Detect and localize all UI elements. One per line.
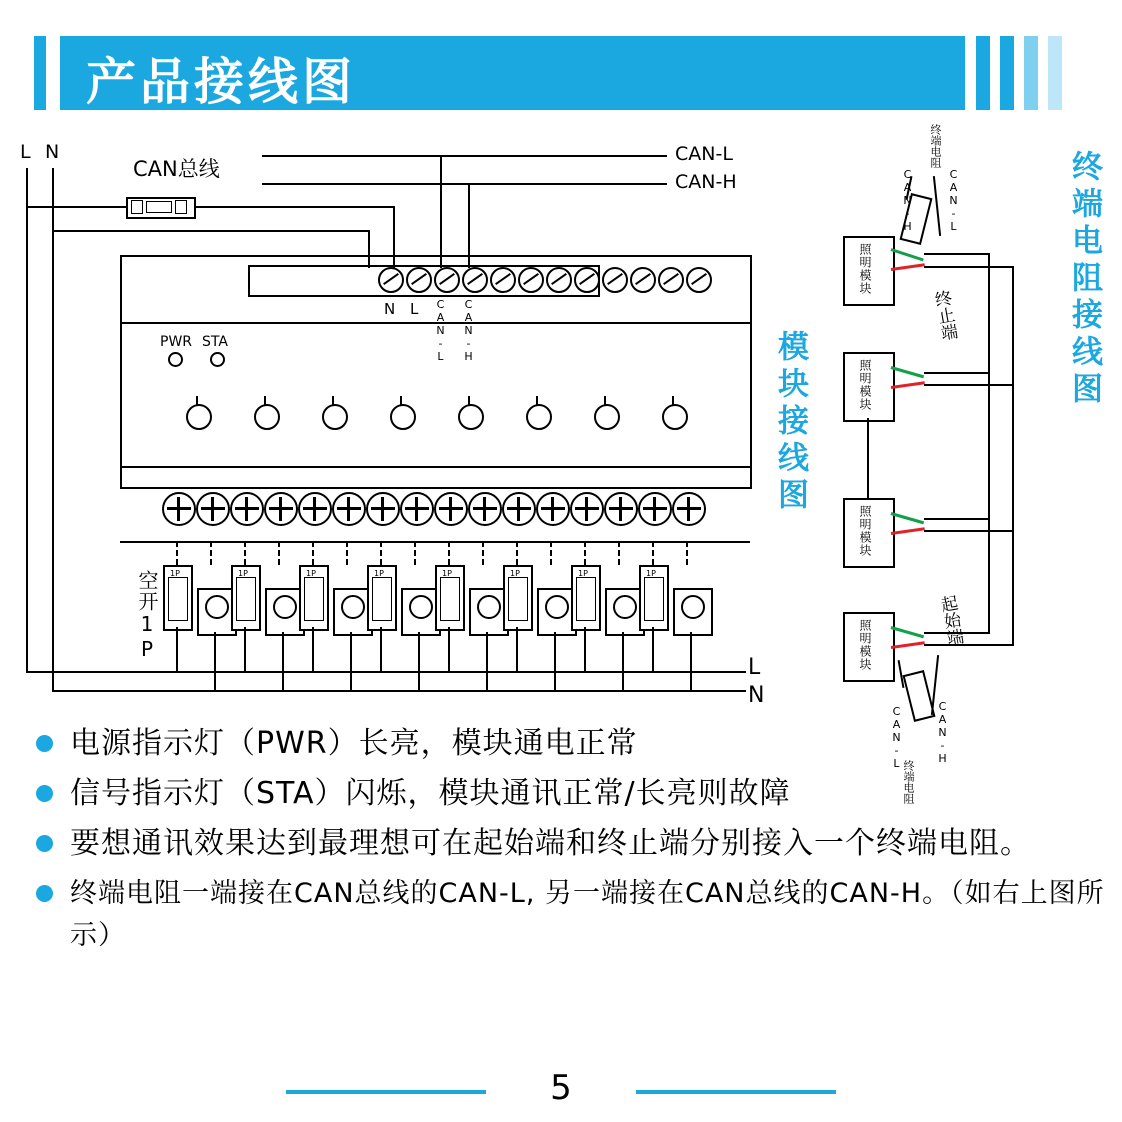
breaker-to-n bbox=[516, 627, 518, 673]
l-branch-to-fuse bbox=[26, 206, 126, 208]
page-header bbox=[0, 36, 1122, 110]
bullet-dot-icon bbox=[36, 835, 53, 852]
channel-button[interactable] bbox=[458, 404, 484, 430]
drop-line bbox=[652, 541, 654, 565]
breaker-to-n bbox=[176, 627, 178, 673]
terminal-screw[interactable] bbox=[686, 267, 712, 293]
terminal-screw[interactable] bbox=[378, 267, 404, 293]
can-bus-rail-inner bbox=[988, 253, 990, 634]
circuit-breaker bbox=[299, 565, 329, 631]
output-terminal[interactable] bbox=[604, 492, 638, 526]
lamp-icon bbox=[341, 595, 365, 619]
note-text: 终端电阻一端接在CAN总线的CAN-L, 另一端接在CAN总线的CAN-H。（如右上图所示） bbox=[70, 878, 1105, 951]
note-text: 电源指示灯（PWR）长亮，模块通电正常 bbox=[70, 726, 638, 761]
page-footer bbox=[0, 1068, 1122, 1114]
breaker-inner bbox=[236, 577, 256, 621]
resistor-lead bbox=[933, 176, 941, 236]
module-divider-2 bbox=[120, 466, 750, 468]
breaker-pole-label: 1P bbox=[306, 569, 316, 578]
bottom-label-l: L bbox=[748, 655, 761, 680]
terminal-screw[interactable] bbox=[546, 267, 572, 293]
output-terminal[interactable] bbox=[400, 492, 434, 526]
end-point-label: 终止端 bbox=[929, 288, 959, 343]
bus-line bbox=[924, 372, 990, 374]
lamp-icon bbox=[613, 595, 637, 619]
output-terminal[interactable] bbox=[366, 492, 400, 526]
lamp-to-n bbox=[282, 632, 284, 690]
lighting-module bbox=[843, 498, 895, 568]
channel-button[interactable] bbox=[526, 404, 552, 430]
bus-line bbox=[924, 384, 1014, 386]
sta-led bbox=[210, 352, 225, 367]
bus-line bbox=[924, 644, 1014, 646]
output-terminal[interactable] bbox=[332, 492, 366, 526]
header-stripe-4 bbox=[1048, 36, 1062, 110]
circuit-breaker bbox=[639, 565, 669, 631]
wire-red bbox=[891, 263, 925, 271]
breaker-to-n bbox=[244, 627, 246, 673]
channel-button[interactable] bbox=[594, 404, 620, 430]
drop-line bbox=[414, 541, 416, 565]
terminal-label-l: L bbox=[410, 300, 419, 318]
lighting-module bbox=[843, 352, 895, 422]
bottom-label-n: N bbox=[748, 683, 765, 708]
circuit-breaker bbox=[231, 565, 261, 631]
lamp-to-n bbox=[350, 632, 352, 690]
page-title: 产品接线图 bbox=[86, 53, 356, 111]
output-terminal[interactable] bbox=[298, 492, 332, 526]
l-branch-after-fuse bbox=[192, 206, 395, 208]
channel-button[interactable] bbox=[662, 404, 688, 430]
lighting-module bbox=[843, 612, 895, 682]
circuit-breaker bbox=[163, 565, 193, 631]
lamp-to-n bbox=[622, 632, 624, 690]
header-accent-bar bbox=[34, 36, 46, 110]
power-label-l: L bbox=[20, 141, 31, 163]
module-divider-3 bbox=[120, 541, 750, 543]
terminal-screw[interactable] bbox=[630, 267, 656, 293]
bus-line bbox=[924, 266, 1014, 268]
breaker-pole-label: 1P bbox=[374, 569, 384, 578]
header-stripe-3 bbox=[1024, 36, 1038, 110]
can-l-drop bbox=[440, 155, 442, 268]
output-terminal[interactable] bbox=[502, 492, 536, 526]
terminal-screw[interactable] bbox=[406, 267, 432, 293]
output-terminal[interactable] bbox=[638, 492, 672, 526]
breaker-to-n bbox=[380, 627, 382, 673]
breaker-inner bbox=[304, 577, 324, 621]
can-bus-label: CAN总线 bbox=[133, 157, 220, 181]
drop-line bbox=[346, 541, 348, 565]
start-point-label: 起始端 bbox=[935, 593, 965, 648]
lamp-icon bbox=[681, 595, 705, 619]
can-l-label-bottom: CAN-L bbox=[890, 705, 903, 770]
can-h-label-top: CAN-H bbox=[901, 168, 914, 233]
wire-green bbox=[891, 248, 924, 261]
breaker-to-n bbox=[448, 627, 450, 673]
circuit-breaker bbox=[367, 565, 397, 631]
inline-switch-left bbox=[131, 200, 143, 214]
terminal-screw[interactable] bbox=[574, 267, 600, 293]
drop-line bbox=[380, 541, 382, 565]
power-label-n: N bbox=[45, 141, 60, 163]
lamp-to-n bbox=[418, 632, 420, 690]
lamp-icon bbox=[205, 595, 229, 619]
drop-line bbox=[550, 541, 552, 565]
breaker-inner bbox=[508, 577, 528, 621]
note-item bbox=[20, 873, 1110, 957]
circuit-breaker bbox=[571, 565, 601, 631]
wire-green bbox=[891, 512, 925, 524]
can-l-label-top: CAN-L bbox=[947, 168, 960, 233]
can-h-label: CAN-H bbox=[675, 171, 737, 193]
note-item bbox=[20, 773, 1110, 815]
n-branch bbox=[52, 230, 370, 232]
breaker-inner bbox=[644, 577, 664, 621]
drop-line bbox=[618, 541, 620, 565]
lamp-to-n bbox=[214, 632, 216, 690]
breaker-to-n bbox=[312, 627, 314, 673]
terminal-label-can-h: CAN-H bbox=[462, 298, 475, 363]
output-terminal[interactable] bbox=[230, 492, 264, 526]
wire-red bbox=[891, 641, 925, 649]
inline-switch-right bbox=[175, 200, 187, 214]
circuit-breaker bbox=[435, 565, 465, 631]
breaker-inner bbox=[372, 577, 392, 621]
note-item bbox=[20, 723, 1110, 765]
drop-line bbox=[448, 541, 450, 565]
bus-line bbox=[924, 530, 1014, 532]
lamp-icon bbox=[545, 595, 569, 619]
wire-red bbox=[891, 381, 925, 389]
drop-line bbox=[584, 541, 586, 565]
header-stripe-2 bbox=[1000, 36, 1014, 110]
output-terminal[interactable] bbox=[264, 492, 298, 526]
drop-line bbox=[312, 541, 314, 565]
drop-line bbox=[244, 541, 246, 565]
header-stripe-1 bbox=[976, 36, 990, 110]
terminal-screw[interactable] bbox=[658, 267, 684, 293]
output-terminal[interactable] bbox=[196, 492, 230, 526]
terminal-screw[interactable] bbox=[434, 267, 460, 293]
breaker-pole-label: 1P bbox=[578, 569, 588, 578]
lighting-module-label: 照明模块 bbox=[858, 505, 872, 557]
can-l-label: CAN-L bbox=[675, 143, 733, 165]
bullet-dot-icon bbox=[36, 785, 53, 802]
terminal-screw[interactable] bbox=[490, 267, 516, 293]
can-h-line bbox=[262, 183, 667, 185]
lamp-icon bbox=[273, 595, 297, 619]
output-terminal[interactable] bbox=[162, 492, 196, 526]
drop-line bbox=[686, 541, 688, 565]
breaker-pole-label: 1P bbox=[646, 569, 656, 578]
wire-red bbox=[891, 527, 925, 535]
resistor-label-top: 终端电阻 bbox=[929, 124, 942, 168]
note-text: 要想通讯效果达到最理想可在起始端和终止端分别接入一个终端电阻。 bbox=[70, 826, 1031, 861]
lamp-to-n bbox=[554, 632, 556, 690]
output-terminal[interactable] bbox=[434, 492, 468, 526]
breaker-inner bbox=[168, 577, 188, 621]
note-text: 信号指示灯（STA）闪烁，模块通讯正常/长亮则故障 bbox=[70, 776, 791, 811]
channel-button[interactable] bbox=[390, 404, 416, 430]
circuit-breaker bbox=[503, 565, 533, 631]
caption-terminal-resistor: 终端电阻接线图 bbox=[1066, 150, 1102, 409]
breaker-pole-label: 1P bbox=[442, 569, 452, 578]
terminal-screw[interactable] bbox=[602, 267, 628, 293]
drop-line bbox=[176, 541, 178, 565]
output-terminal[interactable] bbox=[570, 492, 604, 526]
wire-green bbox=[891, 366, 925, 378]
lighting-module-label: 照明模块 bbox=[858, 359, 872, 411]
lighting-module-label: 照明模块 bbox=[858, 243, 872, 295]
module-chain-link bbox=[867, 418, 869, 498]
can-l-line bbox=[262, 155, 667, 157]
bottom-l-bus bbox=[26, 671, 746, 673]
breaker-label: 空开1P bbox=[135, 570, 159, 662]
drop-line bbox=[210, 541, 212, 565]
output-terminal[interactable] bbox=[468, 492, 502, 526]
bottom-n-bus bbox=[52, 690, 746, 692]
mains-n-vertical bbox=[52, 168, 54, 690]
wire-green bbox=[891, 626, 925, 638]
channel-button[interactable] bbox=[322, 404, 348, 430]
lighting-module-label: 照明模块 bbox=[858, 619, 872, 671]
breaker-pole-label: 1P bbox=[510, 569, 520, 578]
lamp-to-n bbox=[486, 632, 488, 690]
output-terminal[interactable] bbox=[672, 492, 706, 526]
lamp-icon bbox=[409, 595, 433, 619]
pwr-label: PWR bbox=[160, 334, 193, 350]
bus-line bbox=[924, 253, 990, 255]
drop-line bbox=[278, 541, 280, 565]
lighting-module bbox=[843, 236, 895, 306]
page-number: 5 bbox=[550, 1068, 572, 1108]
sta-label: STA bbox=[202, 334, 228, 350]
notes-list bbox=[20, 723, 1110, 965]
terminal-label-n: N bbox=[384, 300, 396, 318]
resistor-label-bottom: 终端电阻 bbox=[902, 760, 915, 804]
channel-button[interactable] bbox=[254, 404, 280, 430]
breaker-inner bbox=[440, 577, 460, 621]
lamp-to-n bbox=[690, 632, 692, 690]
breaker-inner bbox=[576, 577, 596, 621]
bullet-dot-icon bbox=[36, 885, 53, 902]
breaker-pole-label: 1P bbox=[170, 569, 180, 578]
terminal-screw[interactable] bbox=[518, 267, 544, 293]
mains-l-vertical bbox=[26, 168, 28, 673]
pwr-led bbox=[168, 352, 183, 367]
can-h-label-bottom: CAN-H bbox=[936, 700, 949, 765]
output-terminal[interactable] bbox=[536, 492, 570, 526]
breaker-pole-label: 1P bbox=[238, 569, 248, 578]
breaker-to-n bbox=[584, 627, 586, 673]
can-bus-rail-outer bbox=[1012, 266, 1014, 646]
breaker-to-n bbox=[652, 627, 654, 673]
bullet-dot-icon bbox=[36, 735, 53, 752]
note-item bbox=[20, 823, 1110, 865]
caption-module-wiring: 模块接线图 bbox=[772, 330, 808, 515]
terminal-screw[interactable] bbox=[462, 267, 488, 293]
inline-switch-body bbox=[146, 201, 172, 213]
drop-line bbox=[516, 541, 518, 565]
bus-line bbox=[924, 518, 990, 520]
lamp-icon bbox=[477, 595, 501, 619]
terminal-label-can-l: CAN-L bbox=[434, 298, 447, 363]
channel-button[interactable] bbox=[186, 404, 212, 430]
drop-line bbox=[482, 541, 484, 565]
